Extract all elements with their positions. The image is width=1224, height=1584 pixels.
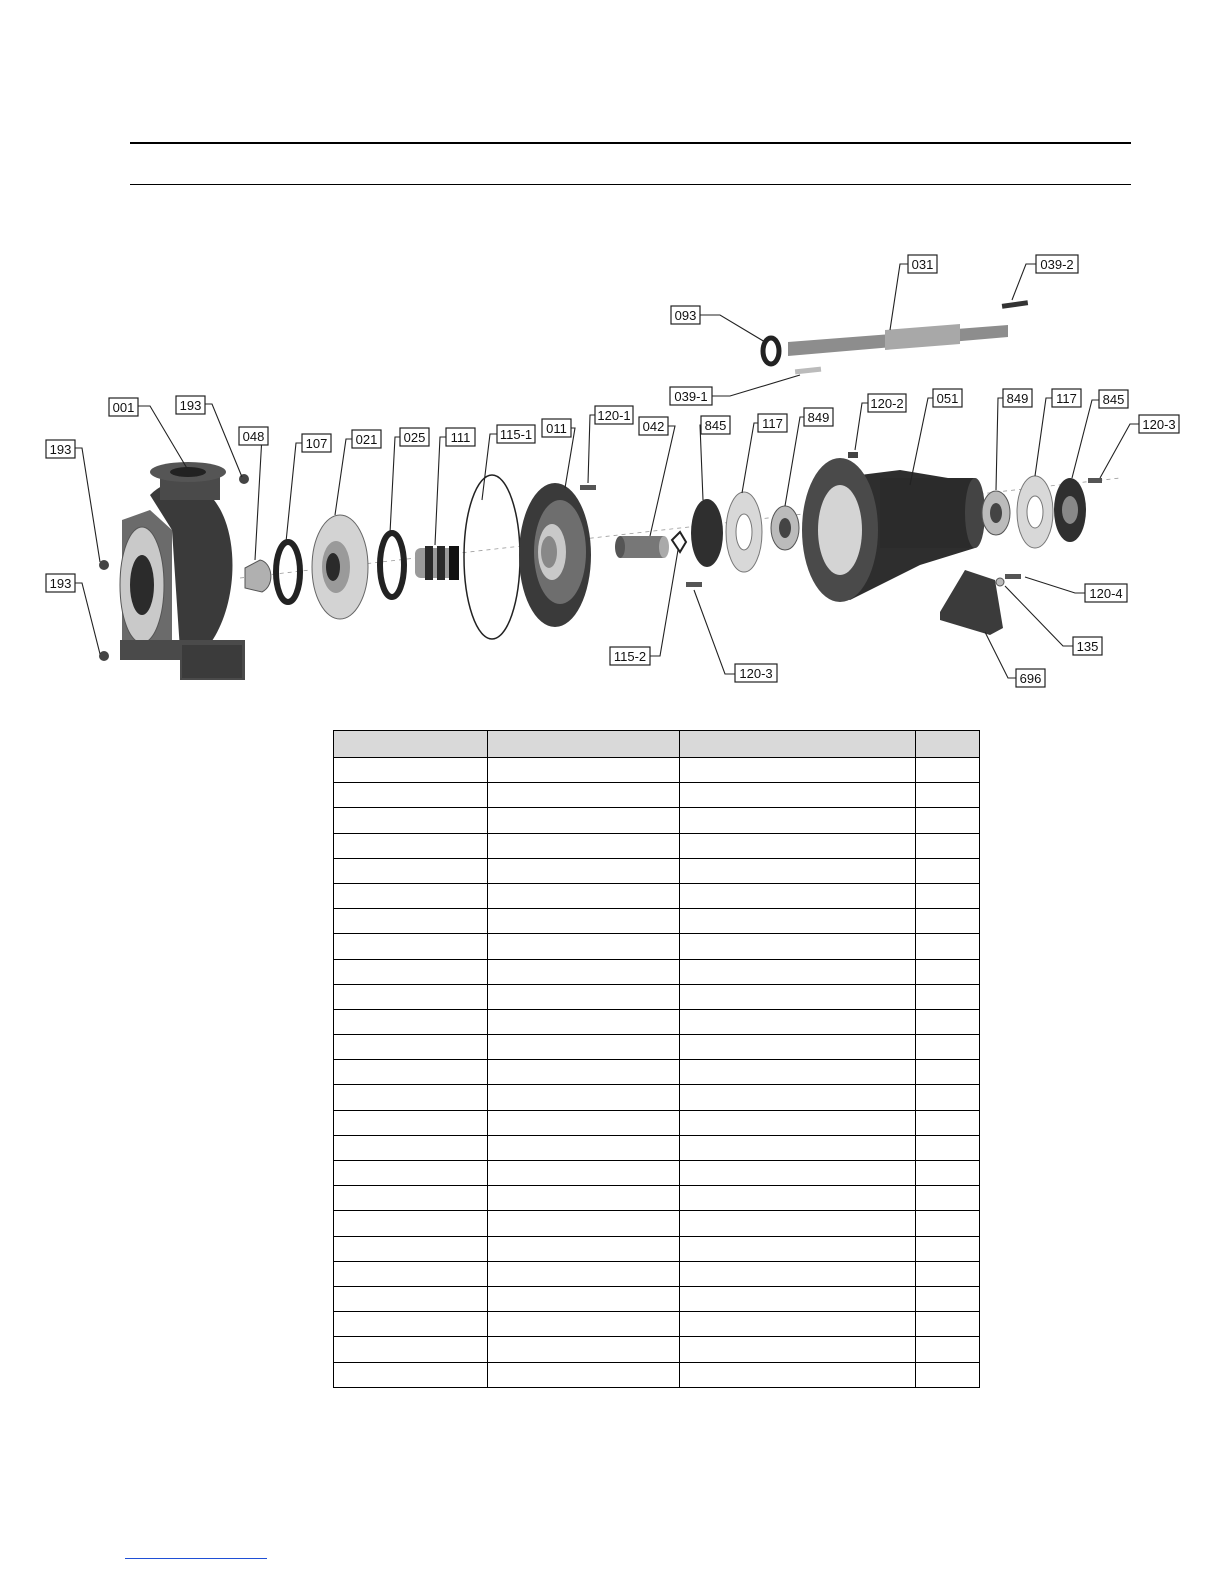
svg-text:849: 849 — [1006, 391, 1029, 406]
svg-text:120-1: 120-1 — [597, 408, 631, 423]
table-cell — [488, 1211, 680, 1236]
table-cell — [680, 1286, 916, 1311]
callout-120-2 — [868, 394, 906, 412]
table-cell — [916, 1362, 980, 1387]
svg-text:120-2: 120-2 — [870, 396, 904, 411]
svg-text:115-1: 115-1 — [499, 427, 533, 442]
table-cell — [916, 1135, 980, 1160]
table-cell — [916, 1035, 980, 1060]
table-row — [334, 783, 980, 808]
table-row — [334, 1211, 980, 1236]
table-cell — [488, 959, 680, 984]
callout-031 — [908, 255, 937, 273]
table-cell — [334, 1135, 488, 1160]
svg-text:021: 021 — [355, 432, 378, 447]
table-cell — [334, 758, 488, 783]
table-row — [334, 858, 980, 883]
table-cell — [334, 1211, 488, 1236]
table-cell — [680, 1110, 916, 1135]
svg-text:031: 031 — [911, 257, 934, 272]
table-row — [334, 1085, 980, 1110]
table-cell — [334, 1337, 488, 1362]
callout-117-rear — [1052, 389, 1081, 407]
table-cell — [680, 1261, 916, 1286]
table-row — [334, 1286, 980, 1311]
table-cell — [680, 959, 916, 984]
table-cell — [334, 1312, 488, 1337]
table-cell — [488, 833, 680, 858]
svg-text:193: 193 — [179, 398, 202, 413]
table-cell — [680, 1186, 916, 1211]
table-cell — [680, 1085, 916, 1110]
table-row — [334, 1261, 980, 1286]
table-row — [334, 1186, 980, 1211]
table-cell — [488, 1312, 680, 1337]
table-cell — [680, 833, 916, 858]
table-cell — [916, 984, 980, 1009]
table-cell — [680, 783, 916, 808]
table-row — [334, 808, 980, 833]
table-cell — [488, 1337, 680, 1362]
svg-text:135: 135 — [1076, 639, 1099, 654]
callout-193-top — [176, 396, 205, 414]
table-row — [334, 1236, 980, 1261]
table-cell — [488, 1161, 680, 1186]
parts-list-table — [333, 730, 980, 1388]
table-row — [334, 1009, 980, 1034]
table-cell — [680, 1337, 916, 1362]
table-cell — [680, 1135, 916, 1160]
table-cell — [680, 858, 916, 883]
table-cell — [680, 808, 916, 833]
plug-193-1 — [99, 560, 109, 570]
callout-048 — [239, 427, 268, 445]
table-cell — [916, 1009, 980, 1034]
table-cell — [488, 934, 680, 959]
table-cell — [488, 1060, 680, 1085]
callout-115-1 — [497, 425, 535, 443]
table-cell — [334, 909, 488, 934]
svg-text:039-2: 039-2 — [1040, 257, 1074, 272]
impeller-nut — [245, 560, 271, 592]
svg-text:051: 051 — [936, 391, 959, 406]
bolt-120-2 — [848, 452, 858, 458]
svg-text:845: 845 — [704, 418, 727, 433]
table-row — [334, 1135, 980, 1160]
table-header-row — [334, 731, 980, 758]
callout-849-rear — [1003, 389, 1032, 407]
svg-text:117: 117 — [762, 416, 783, 431]
shaft — [788, 324, 1008, 356]
callout-135 — [1073, 637, 1102, 655]
table-cell — [916, 1286, 980, 1311]
table-cell — [334, 858, 488, 883]
callout-021 — [352, 430, 381, 448]
svg-text:117: 117 — [1056, 391, 1077, 406]
bearing-cover-845-front — [691, 499, 723, 567]
bolt-120-3-rear — [1088, 478, 1102, 483]
table-row — [334, 1312, 980, 1337]
svg-text:696: 696 — [1019, 671, 1042, 686]
table-cell — [334, 808, 488, 833]
table-cell — [680, 1211, 916, 1236]
table-cell — [334, 1186, 488, 1211]
shaft-sleeve — [615, 536, 669, 558]
table-cell — [488, 1009, 680, 1034]
table-cell — [680, 909, 916, 934]
table-cell — [334, 1060, 488, 1085]
table-cell — [334, 1009, 488, 1034]
callout-849-front — [804, 408, 833, 426]
callout-107 — [302, 434, 331, 452]
plug-193-2 — [99, 651, 109, 661]
table-cell — [680, 1236, 916, 1261]
header-cell — [488, 731, 680, 758]
table-cell — [680, 934, 916, 959]
callout-120-1 — [595, 406, 633, 424]
volute-casing — [120, 462, 245, 680]
svg-text:025: 025 — [403, 430, 426, 445]
table-cell — [488, 1085, 680, 1110]
bolt-120-3-lower — [686, 582, 702, 587]
callout-042 — [639, 417, 668, 435]
o-ring-107 — [276, 542, 300, 602]
table-cell — [334, 1110, 488, 1135]
table-cell — [916, 934, 980, 959]
table-cell — [488, 984, 680, 1009]
header-cell — [334, 731, 488, 758]
table-cell — [488, 1286, 680, 1311]
table-cell — [334, 783, 488, 808]
table-cell — [488, 808, 680, 833]
callout-117-front — [758, 414, 787, 432]
table-cell — [334, 833, 488, 858]
callout-025 — [400, 428, 429, 446]
wear-ring-025 — [380, 533, 404, 597]
table-cell — [334, 934, 488, 959]
table-cell — [334, 1261, 488, 1286]
table-cell — [680, 1312, 916, 1337]
ring-093 — [763, 338, 779, 364]
svg-text:011: 011 — [546, 421, 567, 436]
table-row — [334, 883, 980, 908]
callout-845-rear — [1099, 390, 1128, 408]
washer-135 — [996, 578, 1004, 586]
callout-115-2 — [610, 647, 650, 665]
header-cell — [680, 731, 916, 758]
table-cell — [334, 959, 488, 984]
table-cell — [916, 808, 980, 833]
table-cell — [488, 1186, 680, 1211]
table-cell — [916, 883, 980, 908]
table-cell — [680, 1035, 916, 1060]
table-cell — [488, 858, 680, 883]
svg-text:845: 845 — [1102, 392, 1125, 407]
table-row — [334, 909, 980, 934]
callout-039-1 — [670, 387, 712, 405]
table-cell — [916, 1236, 980, 1261]
table-cell — [334, 883, 488, 908]
footer-link-underline — [125, 1558, 267, 1559]
svg-text:120-4: 120-4 — [1089, 586, 1123, 601]
svg-text:001: 001 — [112, 400, 135, 415]
table-cell — [916, 783, 980, 808]
table-cell — [916, 1337, 980, 1362]
callout-039-2 — [1036, 255, 1078, 273]
table-cell — [334, 1161, 488, 1186]
exploded-pump-diagram — [0, 0, 1224, 720]
table-cell — [334, 1035, 488, 1060]
plug-193-3 — [239, 474, 249, 484]
callout-011 — [542, 419, 571, 437]
table-cell — [916, 1186, 980, 1211]
svg-text:042: 042 — [642, 419, 665, 434]
table-cell — [488, 1135, 680, 1160]
table-cell — [916, 1161, 980, 1186]
table-row — [334, 833, 980, 858]
table-cell — [680, 984, 916, 1009]
table-cell — [680, 1161, 916, 1186]
svg-text:120-3: 120-3 — [739, 666, 773, 681]
table-cell — [680, 1009, 916, 1034]
table-row — [334, 758, 980, 783]
table-cell — [916, 1211, 980, 1236]
callout-193-left-lower — [46, 574, 75, 592]
table-cell — [680, 1060, 916, 1085]
table-cell — [916, 909, 980, 934]
support-foot — [940, 570, 1003, 635]
table-row — [334, 984, 980, 1009]
callout-093 — [671, 306, 700, 324]
table-cell — [488, 909, 680, 934]
table-cell — [916, 1085, 980, 1110]
svg-text:048: 048 — [242, 429, 265, 444]
callout-120-3-bottom — [735, 664, 777, 682]
table-cell — [916, 758, 980, 783]
table-cell — [334, 1085, 488, 1110]
table-row — [334, 1035, 980, 1060]
table-row — [334, 1337, 980, 1362]
callout-111 — [446, 428, 475, 446]
svg-text:093: 093 — [674, 308, 697, 323]
table-cell — [680, 883, 916, 908]
table-cell — [488, 783, 680, 808]
svg-text:039-1: 039-1 — [674, 389, 708, 404]
table-cell — [916, 1110, 980, 1135]
bearing-housing — [802, 458, 985, 602]
bolt-120-1 — [580, 485, 596, 490]
key-039-2 — [1002, 300, 1028, 309]
table-cell — [334, 984, 488, 1009]
callout-696 — [1016, 669, 1045, 687]
svg-text:193: 193 — [49, 576, 72, 591]
callout-845-front — [701, 416, 730, 434]
callout-051 — [933, 389, 962, 407]
table-cell — [334, 1286, 488, 1311]
table-cell — [488, 1035, 680, 1060]
header-cell — [916, 731, 980, 758]
svg-text:193: 193 — [49, 442, 72, 457]
table-cell — [334, 1236, 488, 1261]
table-row — [334, 1110, 980, 1135]
svg-text:120-3: 120-3 — [1142, 417, 1176, 432]
svg-text:849: 849 — [807, 410, 830, 425]
key-039-1 — [795, 367, 821, 375]
mechanical-seal — [415, 546, 459, 580]
gasket-115-1 — [464, 475, 520, 639]
table-cell — [334, 1362, 488, 1387]
table-cell — [680, 758, 916, 783]
casing-cover — [519, 483, 591, 627]
table-cell — [488, 883, 680, 908]
table-row — [334, 1362, 980, 1387]
callout-193-left-upper — [46, 440, 75, 458]
callout-120-4 — [1085, 584, 1127, 602]
table-cell — [916, 1261, 980, 1286]
table-cell — [916, 1312, 980, 1337]
svg-text:107: 107 — [305, 436, 328, 451]
table-cell — [916, 858, 980, 883]
table-row — [334, 959, 980, 984]
callout-120-3-right — [1139, 415, 1179, 433]
table-cell — [916, 1060, 980, 1085]
table-cell — [488, 1236, 680, 1261]
svg-text:115-2: 115-2 — [613, 649, 647, 664]
impeller — [312, 515, 368, 619]
table-cell — [916, 833, 980, 858]
table-cell — [488, 1261, 680, 1286]
table-body — [334, 758, 980, 1388]
table-cell — [488, 1362, 680, 1387]
callout-001 — [109, 398, 138, 416]
table-row — [334, 934, 980, 959]
bolt-120-4 — [1005, 574, 1021, 579]
table-cell — [680, 1362, 916, 1387]
gasket-115-2 — [672, 532, 686, 552]
table-cell — [916, 959, 980, 984]
svg-text:111: 111 — [450, 430, 471, 445]
table-row — [334, 1161, 980, 1186]
table-row — [334, 1060, 980, 1085]
table-cell — [488, 758, 680, 783]
table-cell — [488, 1110, 680, 1135]
